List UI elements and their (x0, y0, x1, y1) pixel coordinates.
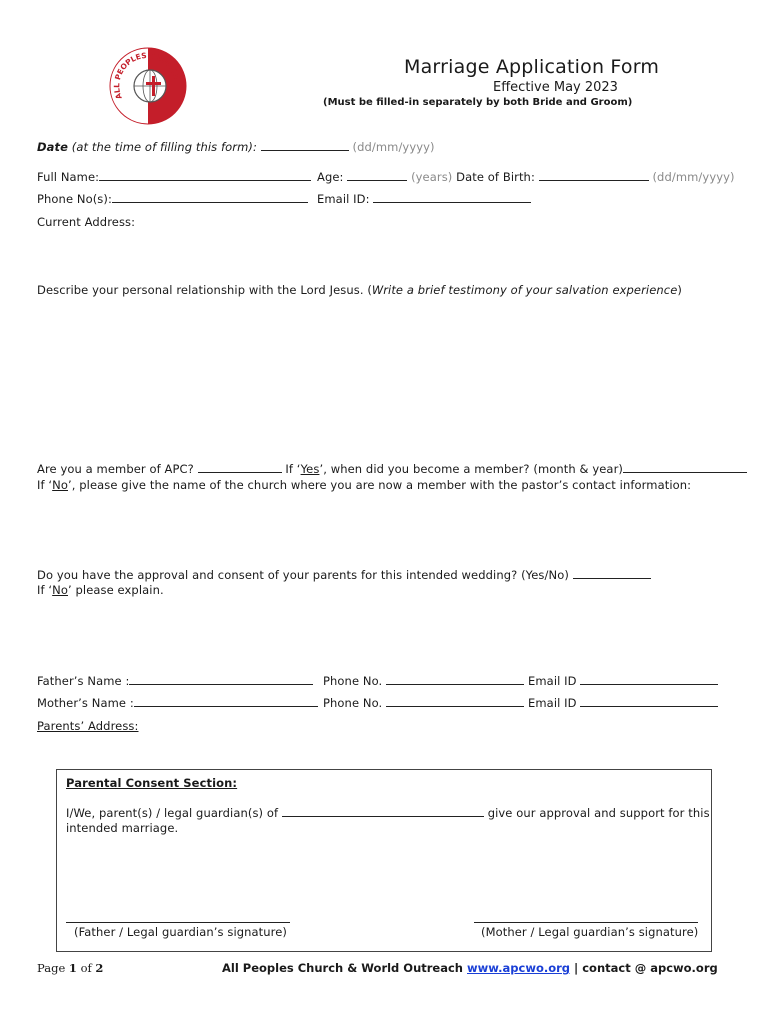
date-row (37, 140, 435, 154)
membership-since-blank[interactable] (623, 462, 747, 473)
father-row (37, 674, 313, 688)
testimony-prompt (37, 283, 682, 297)
date-blank[interactable] (261, 140, 349, 151)
website-link[interactable]: www.apcwo.org (467, 961, 571, 975)
mother-signature-caption: (Mother / Legal guardian’s signature) (481, 925, 699, 939)
parent-explain-post: ’ please explain. (68, 583, 164, 597)
mother-name-label: Mother’s Name : (37, 696, 134, 710)
parent-explain-no: No (52, 583, 68, 597)
age-row (317, 170, 735, 184)
father-email-row (528, 674, 718, 688)
age-unit: (years) (411, 170, 453, 184)
footer-org-name: All Peoples Church & World Outreach (222, 961, 463, 975)
footer-links (467, 961, 718, 975)
mother-email-label: Email ID (528, 696, 577, 710)
date-label-hint: (at the time of filling this form): (68, 140, 261, 154)
dob-label: Date of Birth: (456, 170, 535, 184)
full-name-label: Full Name: (37, 170, 100, 184)
phone-label: Phone No(s): (37, 192, 112, 206)
consent-line-1 (66, 806, 710, 820)
footer-separator: | (570, 961, 583, 975)
other-church-question (37, 478, 691, 492)
mother-phone-label: Phone No. (323, 696, 383, 710)
mother-row (37, 696, 318, 710)
church-logo (108, 46, 188, 126)
father-name-label: Father’s Name : (37, 674, 130, 688)
membership-blank[interactable] (198, 462, 282, 473)
email-blank[interactable] (373, 192, 531, 203)
membership-q1: Are you a member of APC? (37, 462, 194, 476)
date-format: (dd/mm/yyyy) (352, 140, 435, 154)
father-phone-label: Phone No. (323, 674, 383, 688)
testimony-hint: Write a brief testimony of your salvation experience (371, 283, 678, 297)
form-title: Marriage Application Form (404, 56, 660, 78)
effective-date: Effective May 2023 (493, 80, 618, 95)
age-label: Age: (317, 170, 344, 184)
mother-phone-row (323, 696, 524, 710)
date-label: Date (37, 140, 69, 154)
consent-line-2: intended marriage. (66, 821, 179, 835)
parent-approval-text: Do you have the approval and consent of your parents for this intended wedding? (Yes/No) (37, 568, 569, 582)
parents-address-label: Parents’ Address: (37, 719, 139, 733)
mother-email-blank[interactable] (580, 696, 718, 707)
parent-approval-blank[interactable] (573, 568, 651, 579)
father-name-blank[interactable] (129, 674, 313, 685)
father-phone-row (323, 674, 524, 688)
other-church-post: ’, please give the name of the church where you are now a member with the pastor’s contact information: (68, 478, 692, 492)
father-signature-line[interactable] (66, 922, 290, 923)
membership-q1b-pre: If ‘ (285, 462, 301, 476)
testimony-prompt-text: Describe your personal relationship with the Lord Jesus. ( (37, 283, 372, 297)
father-signature-caption: (Father / Legal guardian’s signature) (74, 925, 288, 939)
logo-text: ALL PEOPLES CHURCH (112, 50, 182, 101)
membership-question (37, 462, 747, 476)
dob-blank[interactable] (539, 170, 649, 181)
testimony-close: ) (677, 283, 682, 297)
email-label: Email ID: (317, 192, 370, 206)
fill-note: (Must be filled-in separately by both Bride and Groom) (323, 97, 633, 108)
membership-yes: Yes (300, 462, 320, 476)
consent-line1-post: give our approval and support for this (487, 806, 710, 820)
page-mid: of (76, 961, 96, 975)
consent-heading: Parental Consent Section: (66, 776, 238, 790)
page-total: 2 (95, 961, 104, 975)
mother-phone-blank[interactable] (386, 696, 524, 707)
page-current: 1 (68, 961, 77, 975)
parent-explain-pre: If ‘ (37, 583, 53, 597)
father-email-label: Email ID (528, 674, 577, 688)
dob-format: (dd/mm/yyyy) (652, 170, 735, 184)
mother-email-row (528, 696, 718, 710)
mother-name-blank[interactable] (134, 696, 318, 707)
phone-row (37, 192, 308, 206)
page-number (37, 961, 103, 975)
other-church-pre: If ‘ (37, 478, 53, 492)
parent-explain (37, 583, 164, 597)
age-blank[interactable] (347, 170, 407, 181)
mother-signature-line[interactable] (474, 922, 698, 923)
consent-child-name-blank[interactable] (282, 806, 484, 817)
father-email-blank[interactable] (580, 674, 718, 685)
page-pre: Page (37, 961, 69, 975)
other-church-no: No (52, 478, 68, 492)
email-row (317, 192, 531, 206)
full-name-blank[interactable] (99, 170, 311, 181)
current-address-label: Current Address: (37, 215, 136, 229)
parent-approval-question (37, 568, 651, 582)
father-phone-blank[interactable] (386, 674, 524, 685)
consent-line1-pre: I/We, parent(s) / legal guardian(s) of (66, 806, 279, 820)
contact-email: contact @ apcwo.org (582, 961, 718, 975)
phone-blank[interactable] (112, 192, 308, 203)
full-name-row (37, 170, 311, 184)
membership-q1b-post: ’, when did you become a member? (month & year) (319, 462, 623, 476)
